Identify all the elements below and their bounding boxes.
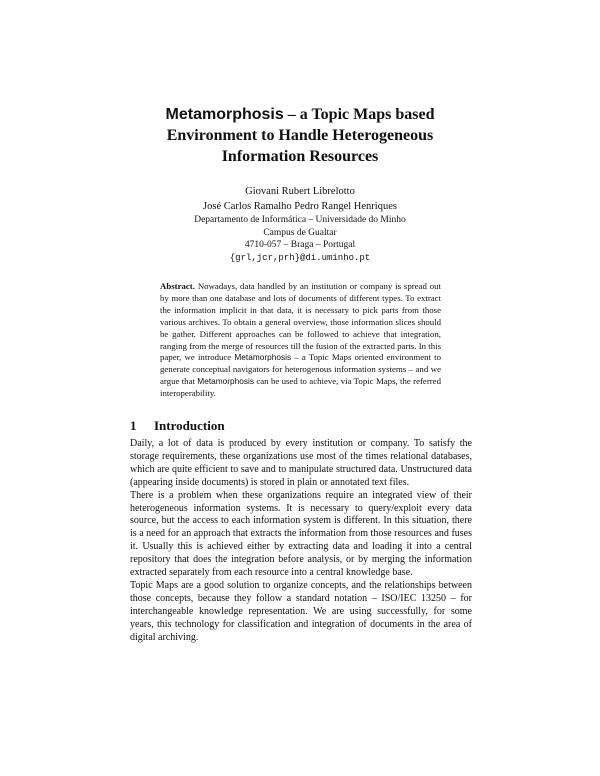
section-number: 1 xyxy=(130,418,137,433)
body-paragraph-3: Topic Maps are a good solution to organize concepts, and the relationships between those concepts, because they follow a standard notation – ISO/IEC 13250 – for interchangeable knowledge representation. We are using successfully, for some years, this technology for classification and integration of documents in the area of digital archiving. xyxy=(130,579,472,643)
body-paragraph-2: There is a problem when these organizations require an integrated view of their heterogeneous information systems. It is necessary to query/exploit every data source, but the access to each information system is different. In this situation, there is a need for an approach that extracts the information from those resources and fuses it. Usually this is achieved either by extracting data and loading it into a central repository that does the integration before analysis, or by merging the information extracted separately from each resource into a central knowledge base. xyxy=(130,489,472,579)
author-line-1: Giovani Rubert Librelotto xyxy=(245,186,355,197)
title-line-1-rest: – a Topic Maps based xyxy=(283,106,435,123)
section-title: Introduction xyxy=(154,418,225,433)
affiliation-email: {grl,jcr,prh}@di.uminho.pt xyxy=(229,252,371,263)
body-paragraph-1: Daily, a lot of data is produced by every institution or company. To satisfy the storage requirements, these organizations use most of the times relational databases, which are quite efficient to save and to manipulate structured data. Unstructured data (appearing inside documents) is stored in plain or annotated text files. xyxy=(130,438,472,488)
author-line-2: José Carlos Ramalho Pedro Rangel Henriques xyxy=(203,201,397,212)
affiliation-department: Departamento de Informática – Universidade do Minho xyxy=(194,215,406,225)
author-list xyxy=(0,184,600,214)
paper-title xyxy=(0,104,600,167)
affiliation xyxy=(0,214,600,264)
abstract-text-1: Nowadays, data handled by an institution or company is spread out by more than one database and lots of documents of different types. To extract the information implicit in that data, it is necessary to pick parts from those various archives. To obtain a general overview, those information slices should be gather. Different approaches can be followed to achieve that integration, ranging from the merge of resources till the fusion of the extracted parts. In this paper, we introduce xyxy=(160,281,441,363)
title-line-2: Environment to Handle Heterogeneous xyxy=(166,127,434,144)
affiliation-address: 4710-057 – Braga – Portugal xyxy=(244,240,356,250)
affiliation-campus: Campus de Gualtar xyxy=(263,227,337,238)
abstract-system-name-2: Metamorphosis xyxy=(197,376,255,387)
abstract xyxy=(160,281,441,400)
abstract-label: Abstract. xyxy=(160,281,195,291)
introduction-body xyxy=(130,438,472,645)
title-system-name: Metamorphosis xyxy=(165,106,284,123)
abstract-text-2: – a Topic Maps oriented environment to generate conceptual navigators for heterogenous information systems – and we argue that xyxy=(160,352,441,387)
abstract-system-name-1: Metamorphosis xyxy=(234,352,292,363)
abstract-text-3: can be used to achieve, via Topic Maps, the referred interoperability. xyxy=(160,376,441,399)
title-line-1 xyxy=(0,104,600,125)
title-line-3: Information Resources xyxy=(221,148,379,165)
section-heading-introduction xyxy=(130,418,225,434)
